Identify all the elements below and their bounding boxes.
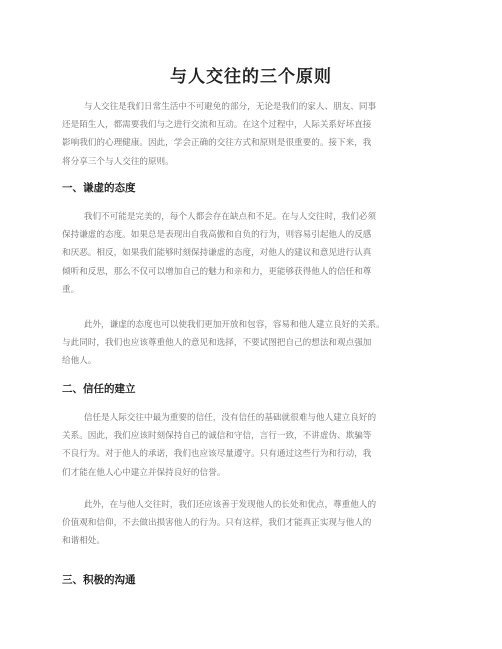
document-title: 与人交往的三个原则 bbox=[170, 67, 332, 87]
section-1-paragraph-2: 此外，谦虚的态度也可以使我们更加开放和包容，容易和他人建立良好的关系。 与此同时，我们也应该尊重他人的意见和选择，不要试图把自己的想法和观点强加 给他人。 bbox=[62, 320, 385, 367]
section-3-heading: 三、积极的沟通 bbox=[62, 574, 136, 586]
section-1-paragraph-1: 我们不可能是完美的，每个人都会存在缺点和不足。在与人交往时，我们必须 保持谦虚的态度。如果总是表现出自我高傲和自负的行为，则容易引起他人的反感 和厌恶。相反，如果我们能够时刻保持谦虚的态度，对他人的建议和意见进行认真 倾听和反思，那么不仅可以增加自己的魅力和亲和力，更能够获得他人的信任和尊 重。 bbox=[62, 212, 377, 295]
section-2-paragraph-2: 此外，在与他人交往时，我们还应该善于发现他人的长处和优点，尊重他人的 价值观和信仰，不去做出损害他人的行为。只有这样，我们才能真正实现与他人的 和谐相处。 bbox=[62, 500, 377, 547]
section-2-paragraph-1: 信任是人际交往中最为重要的信任，没有信任的基础就很难与他人建立良好的 关系。因此，我们应该时刻保持自己的诚信和守信，言行一致，不讲虚伪、欺骗等 不良行为。对于他人的承诺，我们也应该尽量遵守。只有通过这些行为和行动，我 们才能在他人心中建立并保持良好的信誉。 bbox=[62, 413, 377, 478]
section-2-heading: 二、信任的建立 bbox=[62, 383, 136, 395]
section-1-heading: 一、谦虚的态度 bbox=[62, 182, 136, 194]
intro-paragraph: 与人交往是我们日常生活中不可避免的部分，无论是我们的家人、朋友、同事 还是陌生人，都需要我们与之进行交流和互动。在这个过程中，人际关系好坏直接 影响我们的心理健康。因此，学会正确的交往方式和原则是很重要的。接下来，我 将分享三个与人交往的原则。 bbox=[62, 102, 377, 167]
